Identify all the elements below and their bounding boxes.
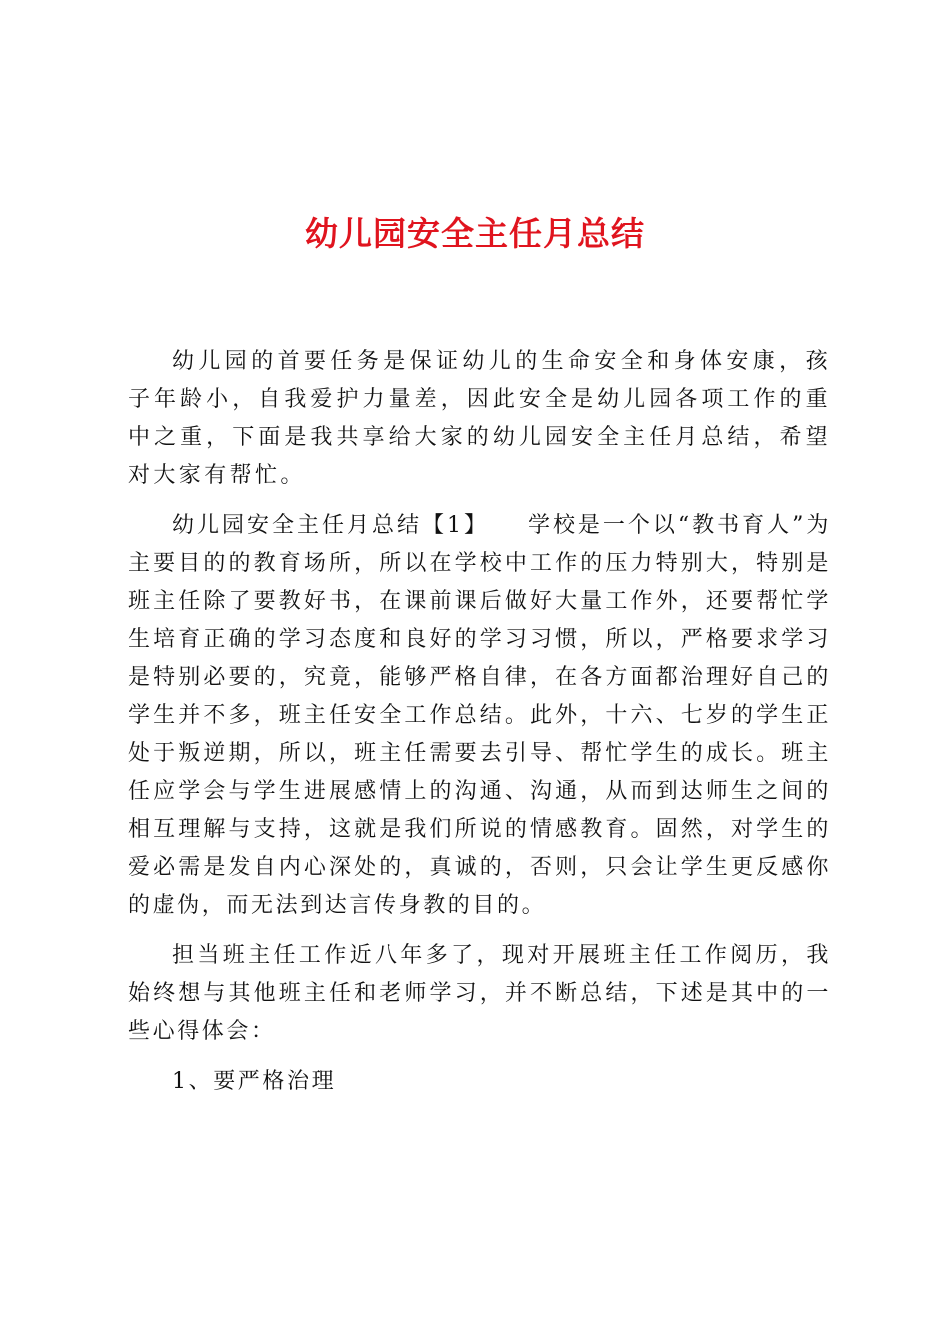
experience-paragraph: 担当班主任工作近八年多了，现对开展班主任工作阅历，我始终想与其他班主任和老师学习，并不断总结，下述是其中的一些心得体会： (128, 943, 831, 1044)
section-1-paragraph: 幼儿园安全主任月总结【1】 学校是一个以“教书育人”为主要目的的教育场所，所以在学校中工作的压力特别大，特别是班主任除了要教好书，在课前课后做好大量工作外，还要帮忙学生培育正确的学习态度和良好的学习习惯，所以，严格要求学习是特别必要的，究竟，能够严格自律，在各方面都治理好自己的学生并不多，班主任安全工作总结。此外，十六、七岁的学生正处于叛逆期，所以，班主任需要去引导、帮忙学生的成长。班主任应学会与学生进展感情上的沟通、沟通，从而到达师生之间的相互理解与支持，这就是我们所说的情感教育。固然，对学生的爱必需是发自内心深处的，真诚的，否则，只会让学生更反感你的虚伪，而无法到达言传身教的目的。 (128, 513, 831, 918)
document-title: 幼儿园安全主任月总结 (305, 214, 645, 253)
intro-paragraph: 幼儿园的首要任务是保证幼儿的生命安全和身体安康，孩子年龄小，自我爱护力量差，因此安全是幼儿园各项工作的重中之重，下面是我共享给大家的幼儿园安全主任月总结，希望对大家有帮忙。 (128, 349, 831, 488)
list-item-heading: 1、要严格治理 (172, 1069, 337, 1094)
document-body (128, 343, 831, 1101)
